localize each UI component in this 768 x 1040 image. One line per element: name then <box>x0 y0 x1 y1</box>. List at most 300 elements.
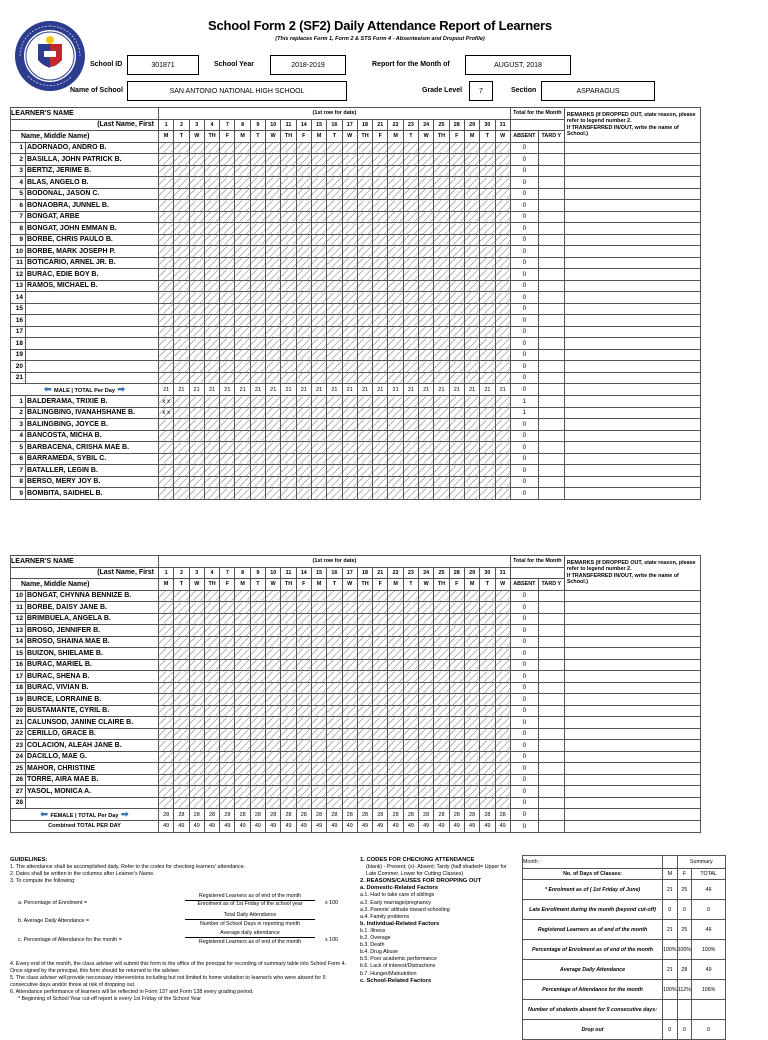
attendance-cell[interactable] <box>250 705 265 717</box>
attendance-cell[interactable] <box>220 613 235 625</box>
attendance-cell[interactable] <box>449 590 464 602</box>
learner-name[interactable]: BROSO, SHAINA MAE B. <box>26 636 159 648</box>
attendance-cell[interactable] <box>174 280 189 292</box>
attendance-cell[interactable] <box>434 211 449 223</box>
attendance-cell[interactable] <box>189 315 204 327</box>
attendance-cell[interactable] <box>174 154 189 166</box>
attendance-cell[interactable] <box>250 602 265 614</box>
attendance-cell[interactable] <box>311 636 326 648</box>
attendance-cell[interactable] <box>495 728 510 740</box>
attendance-cell[interactable] <box>281 223 296 235</box>
attendance-cell[interactable] <box>419 488 434 500</box>
attendance-cell[interactable] <box>495 326 510 338</box>
attendance-cell[interactable] <box>266 372 281 384</box>
attendance-cell[interactable] <box>174 453 189 465</box>
attendance-cell[interactable] <box>480 407 495 419</box>
attendance-cell[interactable] <box>495 200 510 212</box>
attendance-cell[interactable] <box>373 177 388 189</box>
learner-name[interactable]: BURCE, LORRAINE B. <box>26 694 159 706</box>
attendance-cell[interactable] <box>357 211 372 223</box>
attendance-cell[interactable] <box>296 786 311 798</box>
attendance-cell[interactable] <box>449 349 464 361</box>
attendance-cell[interactable] <box>204 728 219 740</box>
attendance-cell[interactable] <box>480 682 495 694</box>
attendance-cell[interactable] <box>281 728 296 740</box>
attendance-cell[interactable] <box>204 269 219 281</box>
attendance-cell[interactable] <box>266 613 281 625</box>
attendance-cell[interactable] <box>342 625 357 637</box>
attendance-cell[interactable] <box>357 671 372 683</box>
attendance-cell[interactable] <box>159 763 174 775</box>
attendance-cell[interactable] <box>342 177 357 189</box>
attendance-cell[interactable] <box>480 442 495 454</box>
learner-name[interactable] <box>26 303 159 315</box>
attendance-cell[interactable] <box>342 234 357 246</box>
attendance-cell[interactable] <box>266 326 281 338</box>
attendance-cell[interactable] <box>327 396 342 408</box>
attendance-cell[interactable] <box>342 751 357 763</box>
attendance-cell[interactable] <box>235 396 250 408</box>
attendance-cell[interactable] <box>281 200 296 212</box>
attendance-cell[interactable] <box>373 292 388 304</box>
attendance-cell[interactable] <box>250 177 265 189</box>
attendance-cell[interactable] <box>388 292 403 304</box>
attendance-cell[interactable] <box>281 211 296 223</box>
attendance-cell[interactable] <box>342 372 357 384</box>
attendance-cell[interactable] <box>495 774 510 786</box>
attendance-cell[interactable] <box>495 223 510 235</box>
attendance-cell[interactable] <box>281 442 296 454</box>
attendance-cell[interactable] <box>189 636 204 648</box>
attendance-cell[interactable] <box>189 613 204 625</box>
attendance-cell[interactable] <box>250 442 265 454</box>
attendance-cell[interactable] <box>327 705 342 717</box>
attendance-cell[interactable] <box>204 292 219 304</box>
attendance-cell[interactable] <box>373 223 388 235</box>
attendance-cell[interactable] <box>296 292 311 304</box>
remarks-cell[interactable] <box>564 177 700 189</box>
attendance-cell[interactable] <box>220 625 235 637</box>
attendance-cell[interactable] <box>266 142 281 154</box>
attendance-cell[interactable] <box>403 740 418 752</box>
attendance-cell[interactable] <box>327 430 342 442</box>
attendance-cell[interactable] <box>480 280 495 292</box>
attendance-cell[interactable] <box>296 257 311 269</box>
attendance-cell[interactable] <box>204 349 219 361</box>
attendance-cell[interactable] <box>204 303 219 315</box>
attendance-cell[interactable] <box>250 797 265 809</box>
attendance-cell[interactable] <box>419 636 434 648</box>
attendance-cell[interactable] <box>480 372 495 384</box>
attendance-cell[interactable] <box>296 648 311 660</box>
attendance-cell[interactable] <box>388 705 403 717</box>
attendance-cell[interactable] <box>495 165 510 177</box>
attendance-cell[interactable] <box>220 453 235 465</box>
attendance-cell[interactable] <box>357 488 372 500</box>
attendance-cell[interactable] <box>174 142 189 154</box>
attendance-cell[interactable] <box>434 602 449 614</box>
attendance-cell[interactable] <box>373 315 388 327</box>
attendance-cell[interactable] <box>403 763 418 775</box>
attendance-cell[interactable] <box>281 797 296 809</box>
attendance-cell[interactable] <box>342 142 357 154</box>
attendance-cell[interactable] <box>342 488 357 500</box>
attendance-cell[interactable] <box>327 257 342 269</box>
attendance-cell[interactable] <box>403 303 418 315</box>
attendance-cell[interactable] <box>327 211 342 223</box>
attendance-cell[interactable] <box>327 326 342 338</box>
attendance-cell[interactable] <box>174 613 189 625</box>
remarks-cell[interactable] <box>564 430 700 442</box>
learner-name[interactable]: BALDERAMA, TRIXIE B. <box>26 396 159 408</box>
remarks-cell[interactable] <box>564 705 700 717</box>
attendance-cell[interactable] <box>281 786 296 798</box>
attendance-cell[interactable] <box>357 165 372 177</box>
attendance-cell[interactable] <box>464 372 479 384</box>
attendance-cell[interactable] <box>174 786 189 798</box>
attendance-cell[interactable] <box>311 488 326 500</box>
attendance-cell[interactable] <box>449 419 464 431</box>
attendance-cell[interactable] <box>342 728 357 740</box>
attendance-cell[interactable] <box>250 154 265 166</box>
attendance-cell[interactable] <box>403 682 418 694</box>
attendance-cell[interactable] <box>495 280 510 292</box>
attendance-cell[interactable] <box>388 165 403 177</box>
attendance-cell[interactable] <box>357 188 372 200</box>
attendance-cell[interactable] <box>174 303 189 315</box>
attendance-cell[interactable] <box>174 648 189 660</box>
attendance-cell[interactable] <box>357 396 372 408</box>
attendance-cell[interactable] <box>342 465 357 477</box>
attendance-cell[interactable] <box>464 269 479 281</box>
attendance-cell[interactable] <box>174 636 189 648</box>
attendance-cell[interactable] <box>434 590 449 602</box>
attendance-cell[interactable] <box>266 188 281 200</box>
attendance-cell[interactable] <box>464 419 479 431</box>
attendance-cell[interactable] <box>204 751 219 763</box>
attendance-cell[interactable] <box>189 280 204 292</box>
attendance-cell[interactable] <box>296 407 311 419</box>
attendance-cell[interactable] <box>449 292 464 304</box>
attendance-cell[interactable] <box>189 648 204 660</box>
attendance-cell[interactable] <box>464 786 479 798</box>
learner-name[interactable]: BERTIZ, JERIME B. <box>26 165 159 177</box>
attendance-cell[interactable] <box>266 223 281 235</box>
attendance-cell[interactable] <box>434 154 449 166</box>
attendance-cell[interactable] <box>235 453 250 465</box>
attendance-cell[interactable] <box>449 671 464 683</box>
attendance-cell[interactable] <box>464 682 479 694</box>
attendance-cell[interactable] <box>495 177 510 189</box>
attendance-cell[interactable] <box>311 407 326 419</box>
attendance-cell[interactable] <box>449 177 464 189</box>
attendance-cell[interactable] <box>480 223 495 235</box>
attendance-cell[interactable] <box>159 154 174 166</box>
attendance-cell[interactable] <box>434 303 449 315</box>
learner-name[interactable]: BLAS, ANGELO B. <box>26 177 159 189</box>
attendance-cell[interactable] <box>403 671 418 683</box>
attendance-cell[interactable] <box>266 740 281 752</box>
attendance-cell[interactable] <box>159 453 174 465</box>
attendance-cell[interactable] <box>449 361 464 373</box>
attendance-cell[interactable] <box>204 419 219 431</box>
attendance-cell[interactable] <box>373 717 388 729</box>
attendance-cell[interactable] <box>204 234 219 246</box>
attendance-cell[interactable] <box>327 728 342 740</box>
attendance-cell[interactable] <box>434 292 449 304</box>
attendance-cell[interactable] <box>388 682 403 694</box>
attendance-cell[interactable] <box>480 257 495 269</box>
attendance-cell[interactable] <box>434 659 449 671</box>
attendance-cell[interactable] <box>189 602 204 614</box>
remarks-cell[interactable] <box>564 763 700 775</box>
attendance-cell[interactable] <box>480 797 495 809</box>
attendance-cell[interactable] <box>220 694 235 706</box>
attendance-cell[interactable] <box>357 419 372 431</box>
attendance-cell[interactable] <box>235 326 250 338</box>
attendance-cell[interactable] <box>434 315 449 327</box>
remarks-cell[interactable] <box>564 315 700 327</box>
remarks-cell[interactable] <box>564 407 700 419</box>
attendance-cell[interactable] <box>174 165 189 177</box>
attendance-cell[interactable] <box>342 705 357 717</box>
attendance-cell[interactable] <box>311 326 326 338</box>
attendance-cell[interactable] <box>266 682 281 694</box>
attendance-cell[interactable] <box>250 349 265 361</box>
attendance-cell[interactable] <box>235 200 250 212</box>
attendance-cell[interactable] <box>434 430 449 442</box>
attendance-cell[interactable] <box>250 142 265 154</box>
attendance-cell[interactable] <box>388 430 403 442</box>
attendance-cell[interactable] <box>403 246 418 258</box>
attendance-cell[interactable] <box>204 154 219 166</box>
report-month-field[interactable]: AUGUST, 2018 <box>465 55 571 75</box>
attendance-cell[interactable] <box>449 372 464 384</box>
attendance-cell[interactable] <box>342 671 357 683</box>
attendance-cell[interactable] <box>266 453 281 465</box>
attendance-cell[interactable] <box>235 728 250 740</box>
attendance-cell[interactable] <box>296 613 311 625</box>
attendance-cell[interactable] <box>266 211 281 223</box>
attendance-cell[interactable] <box>449 488 464 500</box>
attendance-cell[interactable] <box>220 430 235 442</box>
school-id-field[interactable]: 301871 <box>127 55 199 75</box>
remarks-cell[interactable] <box>564 728 700 740</box>
attendance-cell[interactable] <box>464 636 479 648</box>
attendance-cell[interactable] <box>495 590 510 602</box>
attendance-cell[interactable] <box>373 751 388 763</box>
learner-name[interactable]: BARBACENA, CRISHA MAE B. <box>26 442 159 454</box>
attendance-cell[interactable] <box>464 705 479 717</box>
attendance-cell[interactable] <box>357 705 372 717</box>
attendance-cell[interactable] <box>449 188 464 200</box>
attendance-cell[interactable] <box>189 682 204 694</box>
attendance-cell[interactable] <box>342 165 357 177</box>
learner-name[interactable] <box>26 797 159 809</box>
attendance-cell[interactable] <box>266 361 281 373</box>
attendance-cell[interactable] <box>235 177 250 189</box>
attendance-cell[interactable] <box>235 349 250 361</box>
attendance-cell[interactable] <box>327 361 342 373</box>
attendance-cell[interactable] <box>189 717 204 729</box>
attendance-cell[interactable] <box>250 165 265 177</box>
attendance-cell[interactable] <box>464 717 479 729</box>
attendance-cell[interactable] <box>495 717 510 729</box>
attendance-cell[interactable] <box>327 188 342 200</box>
attendance-cell[interactable] <box>220 200 235 212</box>
attendance-cell[interactable] <box>449 430 464 442</box>
attendance-cell[interactable] <box>159 465 174 477</box>
attendance-cell[interactable] <box>403 648 418 660</box>
attendance-cell[interactable] <box>235 442 250 454</box>
attendance-cell[interactable] <box>311 797 326 809</box>
attendance-cell[interactable] <box>480 154 495 166</box>
attendance-cell[interactable] <box>449 694 464 706</box>
attendance-cell[interactable] <box>250 636 265 648</box>
attendance-cell[interactable] <box>281 292 296 304</box>
attendance-cell[interactable] <box>388 372 403 384</box>
attendance-cell[interactable] <box>296 396 311 408</box>
attendance-cell[interactable] <box>250 717 265 729</box>
attendance-cell[interactable] <box>464 751 479 763</box>
attendance-cell[interactable] <box>281 234 296 246</box>
attendance-cell[interactable] <box>174 257 189 269</box>
attendance-cell[interactable] <box>434 188 449 200</box>
attendance-cell[interactable] <box>480 430 495 442</box>
attendance-cell[interactable] <box>189 257 204 269</box>
attendance-cell[interactable] <box>250 234 265 246</box>
attendance-cell[interactable] <box>281 740 296 752</box>
attendance-cell[interactable] <box>266 602 281 614</box>
attendance-cell[interactable] <box>388 740 403 752</box>
attendance-cell[interactable] <box>235 372 250 384</box>
attendance-cell[interactable] <box>281 315 296 327</box>
remarks-cell[interactable] <box>564 338 700 350</box>
attendance-cell[interactable] <box>357 453 372 465</box>
attendance-cell[interactable] <box>449 602 464 614</box>
attendance-cell[interactable] <box>296 246 311 258</box>
attendance-cell[interactable] <box>311 269 326 281</box>
attendance-cell[interactable] <box>357 694 372 706</box>
attendance-cell[interactable] <box>159 372 174 384</box>
attendance-cell[interactable] <box>419 326 434 338</box>
attendance-cell[interactable] <box>464 211 479 223</box>
attendance-cell[interactable] <box>403 728 418 740</box>
attendance-cell[interactable] <box>419 419 434 431</box>
attendance-cell[interactable] <box>174 740 189 752</box>
attendance-cell[interactable] <box>434 648 449 660</box>
attendance-cell[interactable] <box>419 200 434 212</box>
attendance-cell[interactable] <box>266 407 281 419</box>
attendance-cell[interactable] <box>266 315 281 327</box>
attendance-cell[interactable] <box>464 613 479 625</box>
attendance-cell[interactable] <box>480 671 495 683</box>
remarks-cell[interactable] <box>564 257 700 269</box>
attendance-cell[interactable] <box>204 717 219 729</box>
attendance-cell[interactable] <box>388 590 403 602</box>
attendance-cell[interactable] <box>403 488 418 500</box>
attendance-cell[interactable] <box>250 303 265 315</box>
attendance-cell[interactable] <box>174 659 189 671</box>
attendance-cell[interactable] <box>342 326 357 338</box>
attendance-cell[interactable] <box>388 154 403 166</box>
attendance-cell[interactable] <box>204 361 219 373</box>
attendance-cell[interactable] <box>311 257 326 269</box>
attendance-cell[interactable] <box>174 200 189 212</box>
attendance-cell[interactable] <box>495 659 510 671</box>
attendance-cell[interactable] <box>419 763 434 775</box>
attendance-cell[interactable] <box>296 303 311 315</box>
attendance-cell[interactable] <box>357 682 372 694</box>
attendance-cell[interactable] <box>159 694 174 706</box>
attendance-cell[interactable] <box>159 257 174 269</box>
attendance-cell[interactable] <box>266 659 281 671</box>
attendance-cell[interactable] <box>250 453 265 465</box>
attendance-cell[interactable] <box>220 315 235 327</box>
attendance-cell[interactable] <box>311 613 326 625</box>
attendance-cell[interactable] <box>174 361 189 373</box>
attendance-cell[interactable] <box>250 269 265 281</box>
attendance-cell[interactable] <box>296 797 311 809</box>
attendance-cell[interactable] <box>189 223 204 235</box>
learner-name[interactable]: BALINGBING, JOYCE B. <box>26 419 159 431</box>
attendance-cell[interactable] <box>250 407 265 419</box>
attendance-cell[interactable] <box>266 705 281 717</box>
attendance-cell[interactable] <box>449 234 464 246</box>
attendance-cell[interactable] <box>250 396 265 408</box>
attendance-cell[interactable] <box>480 315 495 327</box>
attendance-cell[interactable] <box>159 648 174 660</box>
attendance-cell[interactable] <box>434 223 449 235</box>
attendance-cell[interactable] <box>204 177 219 189</box>
attendance-cell[interactable] <box>327 338 342 350</box>
attendance-cell[interactable] <box>296 740 311 752</box>
attendance-cell[interactable] <box>159 602 174 614</box>
attendance-cell[interactable] <box>296 625 311 637</box>
attendance-cell[interactable] <box>342 590 357 602</box>
attendance-cell[interactable] <box>403 636 418 648</box>
attendance-cell[interactable] <box>403 705 418 717</box>
attendance-cell[interactable] <box>250 361 265 373</box>
attendance-cell[interactable] <box>403 465 418 477</box>
attendance-cell[interactable] <box>388 751 403 763</box>
attendance-cell[interactable] <box>266 419 281 431</box>
attendance-cell[interactable] <box>373 246 388 258</box>
attendance-cell[interactable] <box>281 694 296 706</box>
attendance-cell[interactable] <box>311 200 326 212</box>
learner-name[interactable] <box>26 315 159 327</box>
attendance-cell[interactable] <box>373 671 388 683</box>
attendance-cell[interactable] <box>342 453 357 465</box>
attendance-cell[interactable] <box>204 407 219 419</box>
attendance-cell[interactable] <box>281 154 296 166</box>
attendance-cell[interactable] <box>235 705 250 717</box>
attendance-cell[interactable] <box>449 740 464 752</box>
attendance-cell[interactable] <box>266 590 281 602</box>
attendance-cell[interactable] <box>220 465 235 477</box>
attendance-cell[interactable] <box>159 705 174 717</box>
attendance-cell[interactable] <box>327 488 342 500</box>
attendance-cell[interactable] <box>311 349 326 361</box>
attendance-cell[interactable] <box>296 430 311 442</box>
attendance-cell[interactable] <box>480 361 495 373</box>
attendance-cell[interactable] <box>220 705 235 717</box>
attendance-cell[interactable] <box>464 797 479 809</box>
attendance-cell[interactable] <box>403 154 418 166</box>
attendance-cell[interactable] <box>388 636 403 648</box>
attendance-cell[interactable] <box>495 349 510 361</box>
attendance-cell[interactable] <box>357 797 372 809</box>
